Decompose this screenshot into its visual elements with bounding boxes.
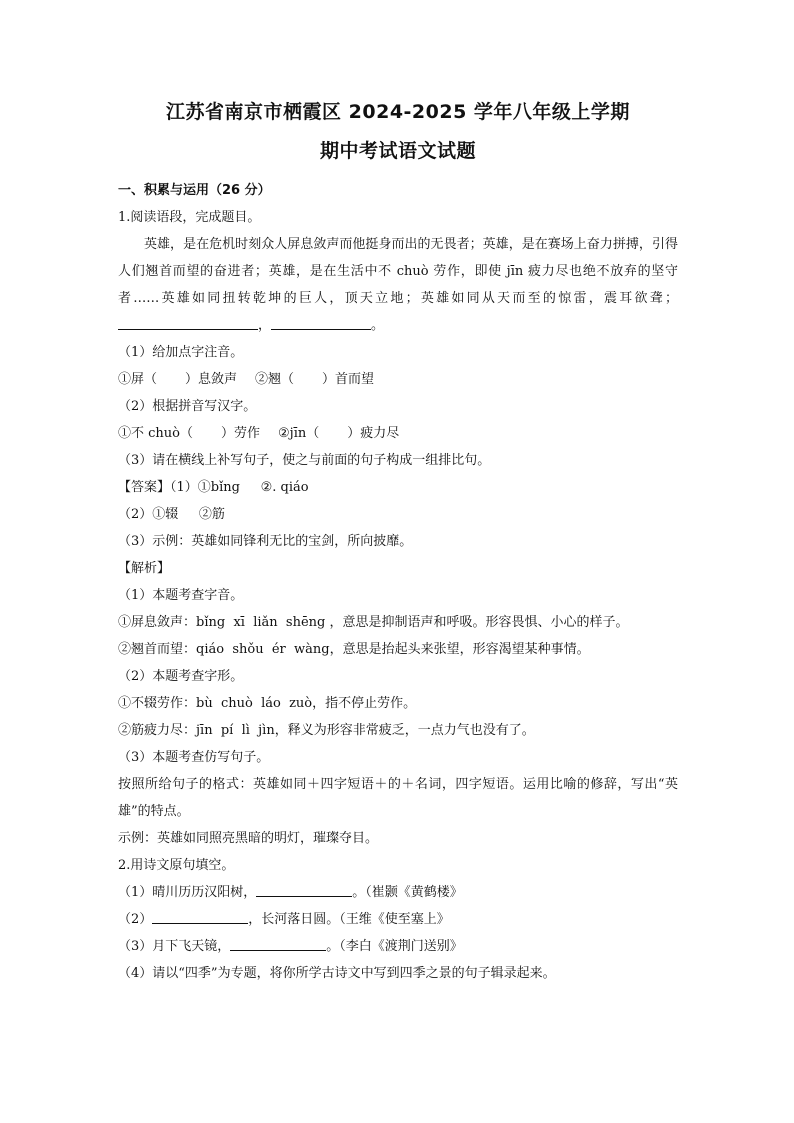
- q2-2-post: ，长河落日圆。（王维《使至塞上》: [248, 912, 450, 927]
- answer-blank-2[interactable]: [271, 315, 371, 330]
- answer-blank-1[interactable]: [118, 315, 258, 330]
- analysis-3: （3）本题考查仿写句子。: [118, 750, 270, 765]
- q2-3-post: 。（李白《渡荆门送别》: [326, 939, 463, 954]
- document-title-line2: 期中考试语文试题: [319, 140, 476, 162]
- item-d-post: ）疲力尽: [347, 426, 400, 441]
- q2-1-pre: （1）晴川历历汉阳树，: [118, 885, 257, 900]
- answer-line-3: （3）示例：英雄如同锋利无比的宝剑，所向披靡。: [118, 534, 413, 549]
- analysis-1: （1）本题考查字音。: [118, 588, 244, 603]
- q2-line-1: [118, 879, 678, 906]
- answer-blank-3[interactable]: [256, 882, 352, 897]
- q2-1-post: 。（崔颢《黄鹤楼》: [352, 885, 463, 900]
- q1-sub1-items: [118, 366, 678, 393]
- analysis-1b: ②翘首而望：qiáo shǒu ér wàng，意思是抬起头来张望，形容渴望某种事情。: [118, 642, 590, 657]
- document-page: [118, 92, 678, 987]
- item-d-pre: ②jīn（: [278, 426, 320, 441]
- q1-sub1: （1）给加点字注音。: [118, 345, 244, 360]
- analysis-2: （2）本题考查字形。: [118, 669, 244, 684]
- q2-3-pre: （3）月下飞天镜，: [118, 939, 231, 954]
- passage-separator: ，: [258, 318, 272, 333]
- question-1-passage: [118, 231, 678, 339]
- question-1-stem: 1.阅读语段，完成题目。: [118, 210, 261, 225]
- item-c-pre: ①不 chuò（: [118, 426, 193, 441]
- analysis-2a: ①不辍劳作：bù chuò láo zuò，指不停止劳作。: [118, 696, 417, 711]
- q2-line-3: [118, 933, 678, 960]
- q1-sub2: （2）根据拼音写汉字。: [118, 399, 257, 414]
- answer-blank-4[interactable]: [152, 909, 248, 924]
- passage-end: 。: [371, 318, 385, 333]
- item-b-post: ）首而望: [322, 372, 375, 387]
- answer-line-1: 【答案】（1）①bǐng ②. qiáo: [118, 480, 309, 495]
- item-b-pre: ②翘（: [255, 372, 295, 387]
- answer-blank-5[interactable]: [230, 936, 326, 951]
- q2-2-pre: （2）: [118, 912, 153, 927]
- question-2-stem: 2.用诗文原句填空。: [118, 858, 235, 873]
- analysis-3a: 按照所给句子的格式：英雄如同＋四字短语＋的＋名词，四字短语。运用比喻的修辞，写出“英雄”的特点。: [118, 777, 678, 819]
- section-heading: 一、积累与运用（26 分）: [118, 183, 271, 198]
- analysis-3b: 示例：英雄如同照亮黑暗的明灯，璀璨夺目。: [118, 831, 379, 846]
- analysis-label: 【解析】: [118, 561, 171, 576]
- answer-line-2: （2）①辍 ②筋: [118, 507, 225, 522]
- item-c-post: ）劳作: [221, 426, 261, 441]
- analysis-1a: ①屏息敛声：bǐng xī liǎn shēng ，意思是抑制语声和呼吸。形容畏惧、小心的样子。: [118, 615, 629, 630]
- q1-sub3: （3）请在横线上补写句子，使之与前面的句子构成一组排比句。: [118, 453, 491, 468]
- item-a-post: ）息敛声: [185, 372, 238, 387]
- document-title-line1: 江苏省南京市栖霞区 2024-2025 学年八年级上学期: [166, 101, 630, 123]
- q2-line-2: [118, 906, 678, 933]
- item-a-pre: ①屏（: [118, 372, 158, 387]
- analysis-2b: ②筋疲力尽：jīn pí lì jìn，释义为形容非常疲乏，一点力气也没有了。: [118, 723, 535, 738]
- passage-text: 英雄，是在危机时刻众人屏息敛声而他挺身而出的无畏者；英雄，是在赛场上奋力拼搏，引得人们翘首而望的奋进者；英雄，是在生活中不 chuò 劳作，即使 jīn 疲力尽也绝不放弃的坚守者……英雄如同扭转乾坤的巨人，顶天立地；英雄如同从天而至的惊雷，震耳欲聋；: [118, 237, 678, 306]
- q2-line-4: （4）请以“四季”为专题，将你所学古诗文中写到四季之景的句子辑录起来。: [118, 966, 556, 981]
- q1-sub2-items: [118, 420, 678, 447]
